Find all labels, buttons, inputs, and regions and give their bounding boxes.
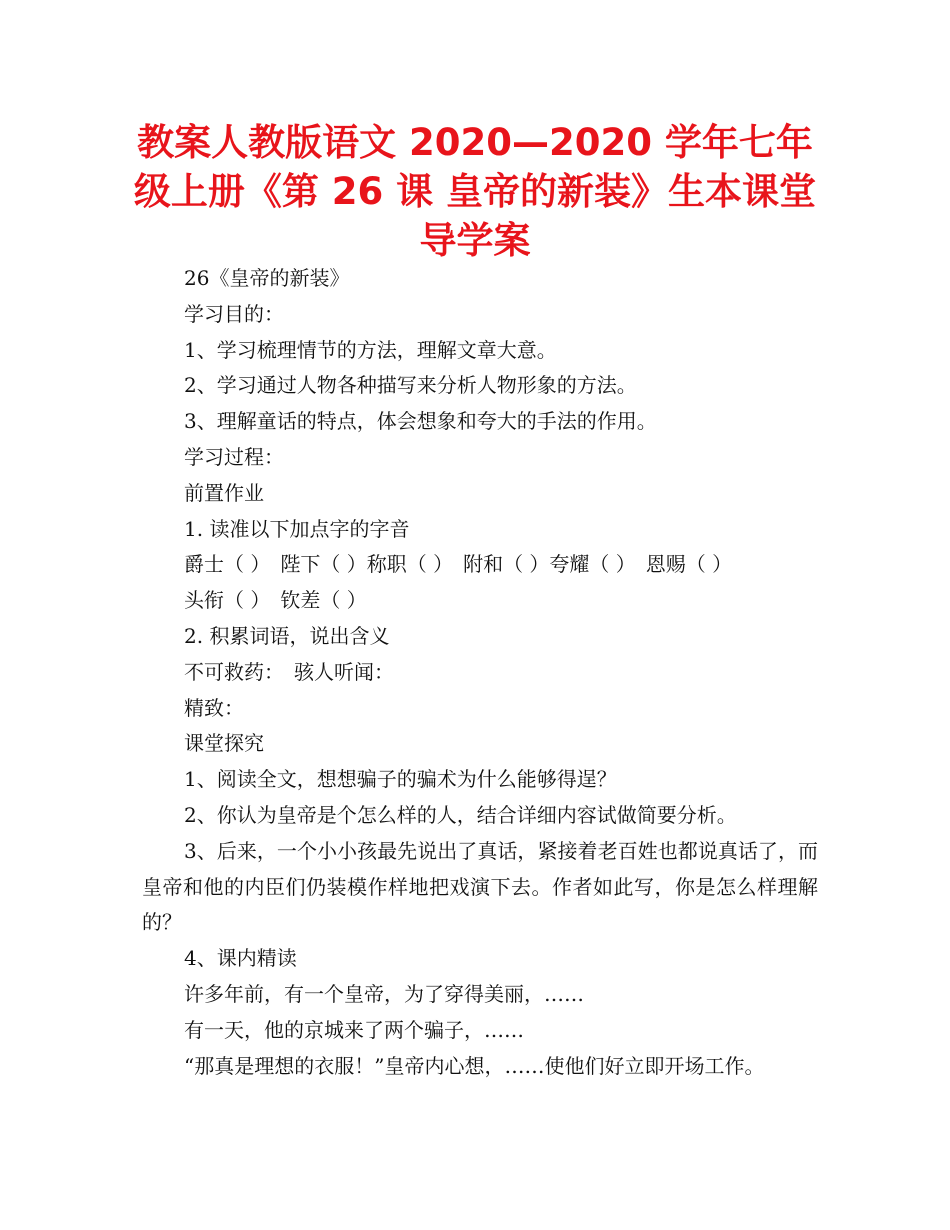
text-line: 2、学习通过人物各种描写来分析人物形象的方法。 (184, 373, 637, 398)
text-line: 课堂探究 (184, 731, 264, 756)
text-line: 头衔（ ） 钦差（ ） (184, 588, 367, 613)
text-line: 学习过程： (184, 444, 284, 469)
paragraph: “那真是理想的衣服！”皇帝内心想，……使他们好立即开场工作。 (184, 1053, 765, 1078)
text-line: 1、阅读全文，想想骗子的骗术为什么能够得逞？ (184, 767, 617, 792)
document-body (142, 261, 818, 1084)
text-line: 26《皇帝的新装》 (184, 266, 350, 290)
text-line: 精致： (184, 695, 244, 720)
text-line: 3、理解童话的特点，体会想象和夸大的手法的作用。 (184, 409, 657, 434)
text-line: 1、学习梳理情节的方法，理解文章大意。 (184, 337, 557, 362)
text-line: 不可救药： 骇人听闻： (184, 659, 394, 684)
text-line: 学习目的： (184, 301, 284, 326)
text-line: 4、课内精读 (184, 946, 297, 971)
text-line: 前置作业 (184, 480, 264, 505)
text-line: 2、你认为皇帝是个怎么样的人，结合详细内容试做简要分析。 (184, 802, 737, 827)
text-line: 2. 积累词语，说出含义 (184, 623, 390, 648)
text-line: 爵士（ ） 陛下（ ）称职（ ） 附和（ ）夸耀（ ） 恩赐（ ） (184, 552, 733, 577)
text-line: 有一天，他的京城来了两个骗子，…… (184, 1017, 524, 1042)
text-line: 许多年前，有一个皇帝，为了穿得美丽，…… (184, 981, 584, 1006)
paragraph: 3、后来，一个小小孩最先说出了真话，紧接着老百姓也都说真话了，而皇帝和他的内臣们仍装模作样地把戏演下去。作者如此写，你是怎么样理解的？ (142, 838, 818, 935)
text-line: 1. 读准以下加点字的字音 (184, 516, 410, 541)
document-title: 教案人教版语文 2020—2020 学年七年级上册《第 26 课 皇帝的新装》生本课堂导学案 (133, 121, 817, 262)
